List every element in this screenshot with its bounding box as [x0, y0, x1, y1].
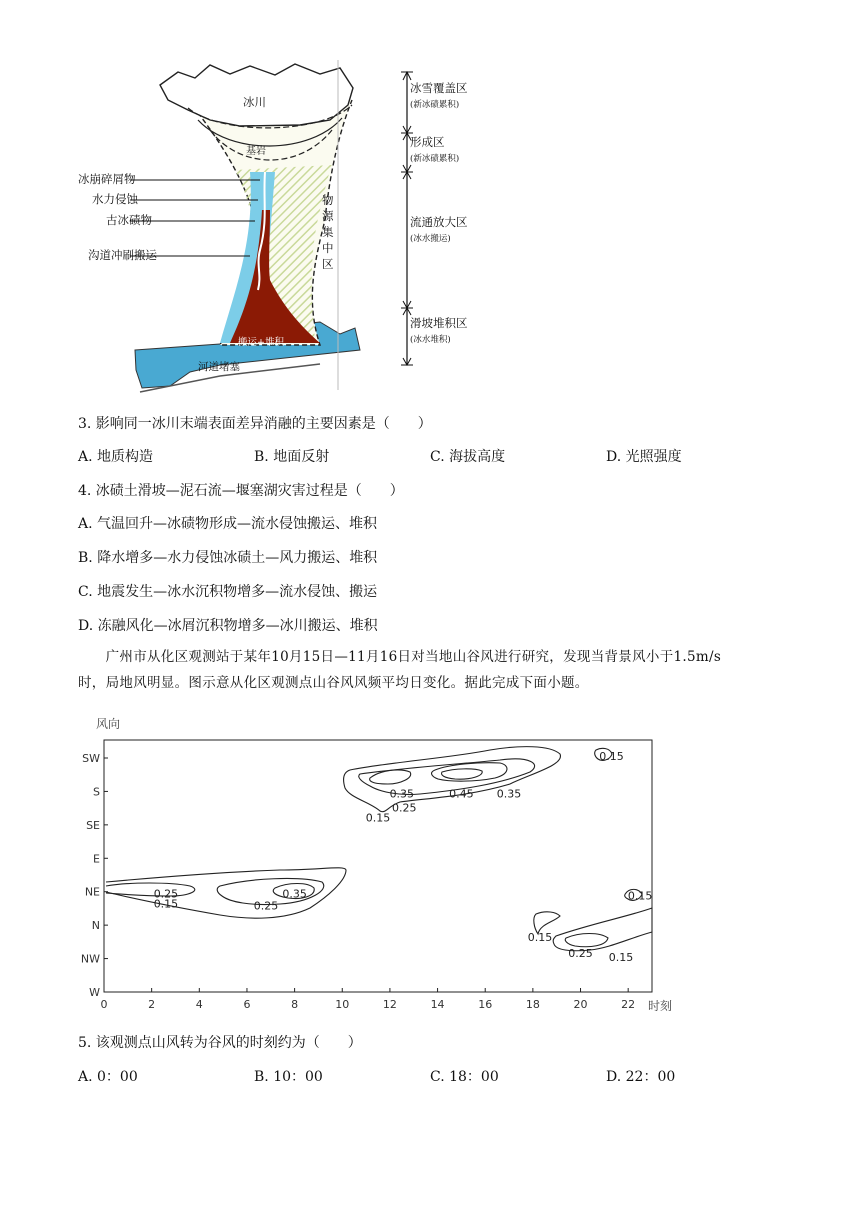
contour-value-label: 0.25	[153, 887, 179, 901]
contour-value-label: 0.35	[282, 887, 307, 901]
zone-snow-cover-sub: (新冰碛累积)	[410, 100, 460, 110]
contour-s-045	[442, 769, 483, 779]
x-tick-label: 10	[335, 998, 350, 1011]
contour-value-label: 0.15	[599, 750, 624, 763]
y-axis-title: 风向	[96, 717, 121, 731]
contour-value-label: 0.15	[153, 897, 179, 911]
q3-option-a[interactable]: A. 地质构造	[78, 449, 154, 465]
x-tick-label: 16	[478, 998, 493, 1011]
river-blocked-label: 河道堵塞	[198, 361, 240, 373]
contour-value-label: 0.15	[608, 951, 634, 965]
q4-option-b[interactable]: B. 降水增多—水力侵蚀冰碛土—风力搬运、堆积	[78, 550, 378, 566]
zone-landslide-deposit: 滑坡堆积区	[410, 316, 468, 330]
passage-line-1: 广州市从化区观测站于某年10月15日—11月16日对当地山谷风进行研究，发现当背景风小于1.5m/s	[78, 649, 722, 665]
contour-value-label: 0.15	[527, 931, 553, 945]
contour-value-label: 0.25	[568, 947, 593, 961]
contour-ne-015	[106, 868, 346, 918]
q5-stem: 5. 该观测点山风转为谷风的时刻约为（ ）	[78, 1035, 362, 1051]
y-tick-label: E	[93, 852, 100, 866]
fan-label: 搬运+堆积	[238, 337, 284, 348]
x-tick-label: 2	[148, 998, 156, 1011]
contour-value-label: 0.25	[391, 801, 417, 815]
contour-n-025	[565, 934, 608, 947]
zone-flow-amplify-sub: (冰水搬运)	[410, 234, 451, 244]
zone-snow-cover: 冰雪覆盖区	[410, 81, 468, 95]
x-tick-label: 12	[382, 998, 397, 1011]
passage-line-2: 时，局地风明显。图示意从化区观测点山谷风风频平均日变化。据此完成下面小题。	[78, 675, 589, 691]
x-tick-label: 6	[243, 998, 251, 1011]
y-tick-label: S	[93, 785, 100, 799]
bedrock-label: 基岩	[246, 146, 266, 157]
y-tick-label: W	[89, 986, 100, 999]
q5-option-a[interactable]: A. 0：00	[78, 1069, 138, 1085]
y-tick-label: SE	[86, 818, 100, 832]
contour-ne-025a	[106, 883, 195, 896]
zone-landslide-deposit-sub: (冰水堆积)	[410, 335, 451, 345]
label-ice-debris: 冰崩碎屑物	[78, 172, 136, 186]
source-zone-label: 物 源 集 中 区	[322, 193, 334, 271]
label-ancient-moraine: 古冰碛物	[106, 213, 152, 227]
x-tick-label: 14	[430, 998, 445, 1011]
q5-option-d[interactable]: D. 22：00	[606, 1069, 676, 1085]
contour-value-label: 0.15	[627, 889, 653, 903]
y-tick-label: NW	[80, 952, 100, 966]
q3-option-b[interactable]: B. 地面反射	[254, 449, 330, 465]
passage	[78, 644, 798, 696]
x-tick-label: 0	[100, 998, 108, 1011]
q3-option-c[interactable]: C. 海拔高度	[430, 449, 506, 465]
x-axis-ticks	[101, 988, 636, 1011]
y-tick-label: SW	[82, 752, 100, 765]
y-tick-label: N	[91, 919, 100, 933]
q4-option-a[interactable]: A. 气温回升—冰碛物形成—流水侵蚀搬运、堆积	[78, 516, 378, 532]
contour-value-label: 0.45	[449, 787, 474, 801]
x-tick-label: 22	[621, 998, 636, 1011]
x-tick-label: 20	[573, 998, 588, 1011]
chart-svg	[70, 710, 700, 1015]
wind-frequency-chart	[70, 710, 700, 1015]
contour-value-label: 0.35	[389, 787, 415, 801]
glacier-diagram	[70, 60, 490, 405]
y-tick-label: NE	[84, 885, 100, 899]
label-channel-scour: 沟道冲刷搬运	[88, 248, 157, 262]
zone-flow-amplify: 流通放大区	[410, 215, 468, 229]
x-tick-label: 18	[525, 998, 540, 1011]
q4-option-c[interactable]: C. 地震发生—冰水沉积物增多—流水侵蚀、搬运	[78, 584, 378, 600]
q5-option-c[interactable]: C. 18：00	[430, 1069, 499, 1085]
x-axis-title: 时刻	[648, 999, 673, 1013]
zone-formation: 形成区	[410, 135, 445, 149]
q4-stem: 4. 冰碛土滑坡—泥石流—堰塞湖灾害过程是（ ）	[78, 483, 404, 499]
q3-stem: 3. 影响同一冰川末端表面差异消融的主要因素是（ ）	[78, 416, 432, 432]
x-tick-label: 4	[195, 998, 203, 1011]
glacier-label: 冰川	[243, 95, 266, 109]
contour-value-label: 0.25	[253, 899, 279, 913]
contour-value-label: 0.15	[365, 811, 391, 825]
contour-value-label: 0.35	[496, 787, 522, 801]
zone-formation-sub: (新冰碛累积)	[410, 154, 460, 164]
x-tick-label: 8	[291, 998, 299, 1011]
contour-labels	[154, 750, 653, 964]
contour-lines	[106, 747, 652, 951]
q4-option-d[interactable]: D. 冻融风化—冰屑沉积物增多—冰川搬运、堆积	[78, 618, 378, 634]
label-water-erosion: 水力侵蚀	[92, 192, 138, 206]
q5-option-b[interactable]: B. 10：00	[254, 1069, 323, 1085]
q3-option-d[interactable]: D. 光照强度	[606, 449, 682, 465]
